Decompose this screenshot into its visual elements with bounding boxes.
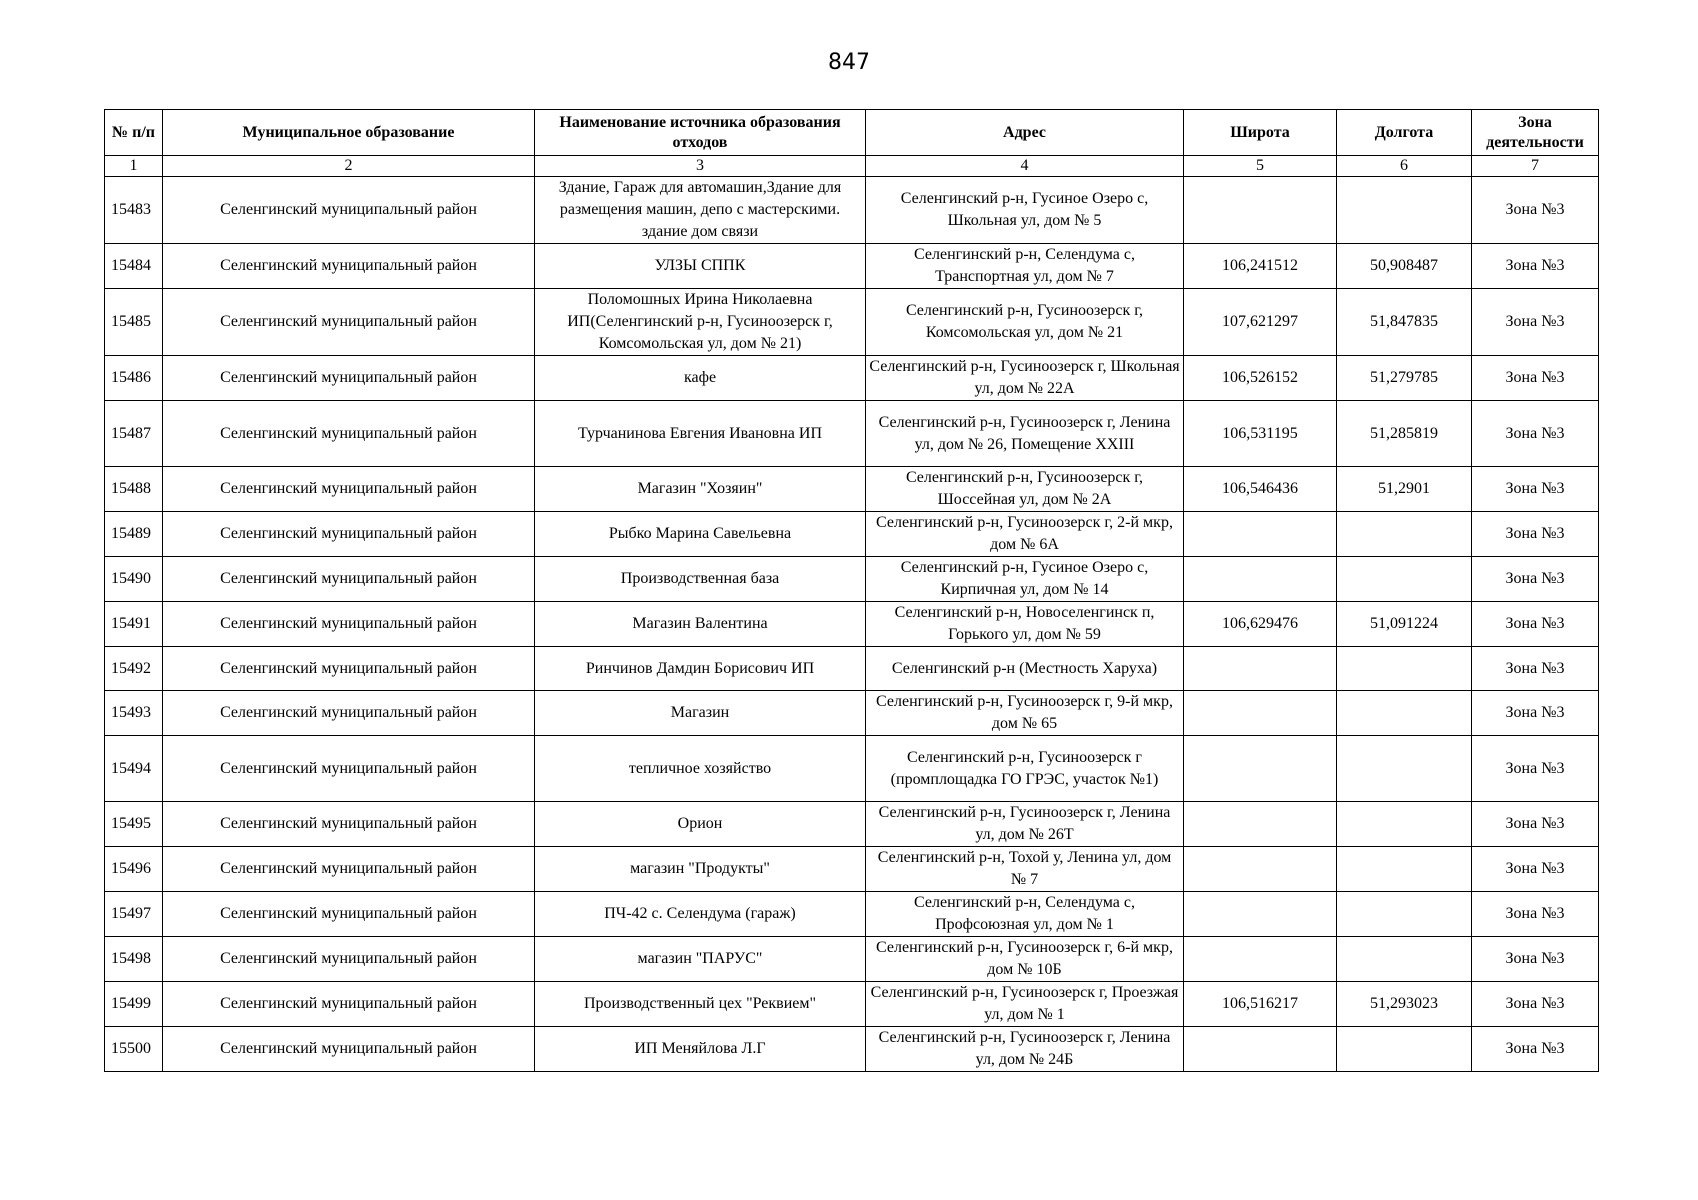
cell-zone: Зона №3 [1472,512,1599,557]
cell-num: 15483 [105,177,163,244]
cell-source: УЛЗЫ СППК [535,244,866,289]
waste-sources-table [104,109,1599,1072]
cell-num: 15494 [105,736,163,802]
cell-num: 15500 [105,1027,163,1072]
cell-municipality: Селенгинский муниципальный район [163,691,535,736]
table-row [105,691,1599,736]
cell-latitude [1184,847,1337,892]
cell-longitude [1337,892,1472,937]
column-number: 3 [535,156,866,177]
cell-source: Магазин [535,691,866,736]
cell-municipality: Селенгинский муниципальный район [163,1027,535,1072]
cell-zone: Зона №3 [1472,892,1599,937]
cell-latitude: 106,546436 [1184,467,1337,512]
cell-num: 15496 [105,847,163,892]
cell-address: Селенгинский р-н, Новоселенгинск п, Горького ул, дом № 59 [866,602,1184,647]
cell-source: Производственный цех "Реквием" [535,982,866,1027]
cell-zone: Зона №3 [1472,736,1599,802]
table-row [105,982,1599,1027]
cell-source: Здание, Гараж для автомашин,Здание для размещения машин, депо с мастерскими. здание дом связи [535,177,866,244]
cell-longitude [1337,647,1472,691]
cell-municipality: Селенгинский муниципальный район [163,892,535,937]
cell-longitude: 51,285819 [1337,401,1472,467]
cell-num: 15492 [105,647,163,691]
cell-source: Орион [535,802,866,847]
cell-longitude: 51,293023 [1337,982,1472,1027]
cell-latitude [1184,1027,1337,1072]
cell-address: Селенгинский р-н, Гусиноозерск г, Ленина ул, дом № 24Б [866,1027,1184,1072]
cell-longitude: 51,091224 [1337,602,1472,647]
table-row [105,847,1599,892]
cell-latitude [1184,557,1337,602]
cell-municipality: Селенгинский муниципальный район [163,401,535,467]
table-row [105,289,1599,356]
cell-municipality: Селенгинский муниципальный район [163,512,535,557]
cell-longitude: 51,279785 [1337,356,1472,401]
cell-longitude [1337,512,1472,557]
cell-latitude: 106,516217 [1184,982,1337,1027]
cell-municipality: Селенгинский муниципальный район [163,467,535,512]
cell-zone: Зона №3 [1472,289,1599,356]
cell-latitude: 107,621297 [1184,289,1337,356]
table-row [105,356,1599,401]
cell-num: 15488 [105,467,163,512]
cell-source: тепличное хозяйство [535,736,866,802]
cell-address: Селенгинский р-н, Гусиноозерск г, Шоссейная ул, дом № 2А [866,467,1184,512]
cell-address: Селенгинский р-н, Гусиноозерск г, Ленина ул, дом № 26, Помещение XXIII [866,401,1184,467]
table-row [105,512,1599,557]
cell-num: 15497 [105,892,163,937]
cell-municipality: Селенгинский муниципальный район [163,356,535,401]
cell-municipality: Селенгинский муниципальный район [163,647,535,691]
cell-source: Поломошных Ирина Николаевна ИП(Селенгинский р-н, Гусиноозерск г, Комсомольская ул, дом № 21) [535,289,866,356]
cell-address: Селенгинский р-н, Гусиноозерск г, 9-й мкр, дом № 65 [866,691,1184,736]
column-number: 5 [1184,156,1337,177]
cell-municipality: Селенгинский муниципальный район [163,802,535,847]
cell-source: кафе [535,356,866,401]
cell-latitude [1184,802,1337,847]
table-row [105,802,1599,847]
header-latitude: Широта [1184,110,1337,156]
cell-latitude [1184,691,1337,736]
cell-municipality: Селенгинский муниципальный район [163,244,535,289]
cell-source: Турчанинова Евгения Ивановна ИП [535,401,866,467]
table-row [105,647,1599,691]
cell-latitude: 106,531195 [1184,401,1337,467]
column-number: 2 [163,156,535,177]
cell-zone: Зона №3 [1472,802,1599,847]
table-row [105,602,1599,647]
table-row [105,177,1599,244]
cell-longitude: 51,2901 [1337,467,1472,512]
cell-source: ПЧ-42 с. Селендума (гараж) [535,892,866,937]
table-row [105,937,1599,982]
cell-longitude [1337,557,1472,602]
cell-address: Селенгинский р-н, Гусиноозерск г (промплощадка ГО ГРЭС, участок №1) [866,736,1184,802]
cell-address: Селенгинский р-н (Местность Харуха) [866,647,1184,691]
cell-latitude [1184,177,1337,244]
header-row [105,110,1599,156]
cell-num: 15493 [105,691,163,736]
cell-latitude: 106,526152 [1184,356,1337,401]
cell-zone: Зона №3 [1472,691,1599,736]
cell-num: 15489 [105,512,163,557]
cell-latitude: 106,629476 [1184,602,1337,647]
header-source: Наименование источника образования отходов [535,110,866,156]
cell-zone: Зона №3 [1472,356,1599,401]
cell-source: Производственная база [535,557,866,602]
cell-zone: Зона №3 [1472,647,1599,691]
cell-zone: Зона №3 [1472,982,1599,1027]
cell-source: магазин "ПАРУС" [535,937,866,982]
cell-longitude [1337,937,1472,982]
cell-source: Магазин Валентина [535,602,866,647]
header-num: № п/п [105,110,163,156]
cell-longitude: 50,908487 [1337,244,1472,289]
cell-num: 15486 [105,356,163,401]
cell-longitude [1337,802,1472,847]
column-number: 7 [1472,156,1599,177]
cell-latitude [1184,647,1337,691]
cell-address: Селенгинский р-н, Гусиноозерск г, 6-й мкр, дом № 10Б [866,937,1184,982]
cell-zone: Зона №3 [1472,1027,1599,1072]
cell-municipality: Селенгинский муниципальный район [163,602,535,647]
cell-num: 15485 [105,289,163,356]
cell-latitude [1184,512,1337,557]
column-number: 6 [1337,156,1472,177]
cell-address: Селенгинский р-н, Селендума с, Профсоюзная ул, дом № 1 [866,892,1184,937]
cell-source: Рыбко Марина Савельевна [535,512,866,557]
cell-address: Селенгинский р-н, Тохой у, Ленина ул, дом № 7 [866,847,1184,892]
cell-municipality: Селенгинский муниципальный район [163,177,535,244]
cell-address: Селенгинский р-н, Селендума с, Транспортная ул, дом № 7 [866,244,1184,289]
cell-address: Селенгинский р-н, Гусиное Озеро с, Кирпичная ул, дом № 14 [866,557,1184,602]
table-row [105,736,1599,802]
header-address: Адрес [866,110,1184,156]
cell-source: ИП Меняйлова Л.Г [535,1027,866,1072]
cell-zone: Зона №3 [1472,467,1599,512]
cell-latitude [1184,892,1337,937]
table-row [105,401,1599,467]
cell-address: Селенгинский р-н, Гусиноозерск г, Школьная ул, дом № 22А [866,356,1184,401]
column-number: 4 [866,156,1184,177]
cell-address: Селенгинский р-н, Гусиное Озеро с, Школьная ул, дом № 5 [866,177,1184,244]
cell-zone: Зона №3 [1472,937,1599,982]
cell-num: 15499 [105,982,163,1027]
cell-longitude [1337,736,1472,802]
cell-address: Селенгинский р-н, Гусиноозерск г, 2-й мкр, дом № 6А [866,512,1184,557]
header-zone: Зона деятельности [1472,110,1599,156]
cell-latitude [1184,937,1337,982]
column-number: 1 [105,156,163,177]
table-row [105,892,1599,937]
cell-num: 15491 [105,602,163,647]
cell-zone: Зона №3 [1472,557,1599,602]
cell-municipality: Селенгинский муниципальный район [163,736,535,802]
cell-num: 15498 [105,937,163,982]
cell-longitude [1337,1027,1472,1072]
cell-latitude [1184,736,1337,802]
cell-municipality: Селенгинский муниципальный район [163,289,535,356]
cell-num: 15484 [105,244,163,289]
cell-latitude: 106,241512 [1184,244,1337,289]
cell-municipality: Селенгинский муниципальный район [163,982,535,1027]
cell-num: 15487 [105,401,163,467]
cell-zone: Зона №3 [1472,602,1599,647]
cell-source: Магазин "Хозяин" [535,467,866,512]
table-row [105,244,1599,289]
cell-longitude: 51,847835 [1337,289,1472,356]
cell-address: Селенгинский р-н, Гусиноозерск г, Ленина ул, дом № 26Т [866,802,1184,847]
cell-source: Ринчинов Дамдин Борисович ИП [535,647,866,691]
table-row [105,467,1599,512]
header-longitude: Долгота [1337,110,1472,156]
cell-longitude [1337,847,1472,892]
table-row [105,1027,1599,1072]
cell-address: Селенгинский р-н, Гусиноозерск г, Проезжая ул, дом № 1 [866,982,1184,1027]
cell-zone: Зона №3 [1472,847,1599,892]
cell-longitude [1337,691,1472,736]
header-municipality: Муниципальное образование [163,110,535,156]
table-row [105,557,1599,602]
cell-municipality: Селенгинский муниципальный район [163,937,535,982]
cell-zone: Зона №3 [1472,401,1599,467]
cell-address: Селенгинский р-н, Гусиноозерск г, Комсомольская ул, дом № 21 [866,289,1184,356]
cell-source: магазин "Продукты" [535,847,866,892]
cell-zone: Зона №3 [1472,244,1599,289]
cell-longitude [1337,177,1472,244]
cell-municipality: Селенгинский муниципальный район [163,847,535,892]
cell-municipality: Селенгинский муниципальный район [163,557,535,602]
cell-num: 15495 [105,802,163,847]
cell-zone: Зона №3 [1472,177,1599,244]
cell-num: 15490 [105,557,163,602]
column-number-row [105,156,1599,177]
page-number: 847 [828,50,870,75]
